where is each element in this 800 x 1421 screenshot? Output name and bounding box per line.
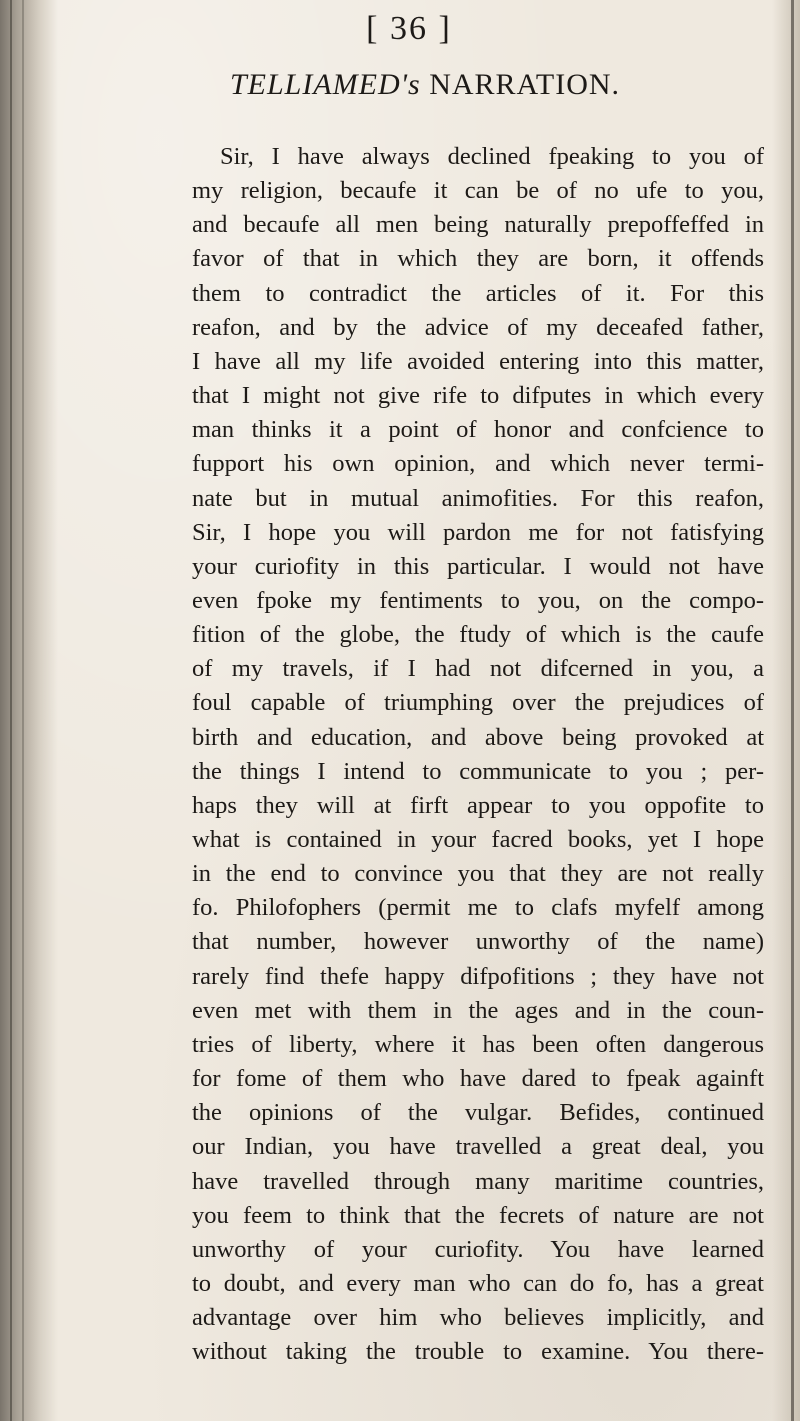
binding-shadow	[0, 0, 58, 1421]
page-number: [ 36 ]	[366, 10, 452, 47]
text-line: that I might not give rife to difputes in which every	[192, 382, 764, 409]
text-line: fition of the globe, the ftudy of which is the caufe	[192, 621, 764, 648]
text-line: advantage over him who believes implicitly, and	[192, 1304, 764, 1331]
text-line: even fpoke my fentiments to you, on the compo-	[192, 587, 764, 614]
text-line: to doubt, and every man who can do fo, has a great	[192, 1270, 764, 1297]
page-edge-line	[791, 0, 794, 1421]
text-line: foul capable of triumphing over the prejudices of	[192, 689, 764, 716]
running-head	[0, 68, 800, 102]
text-line: what is contained in your facred books, yet I hope	[192, 826, 764, 853]
binding-edge-line	[10, 0, 12, 1421]
text-line: nate but in mutual animofities. For this reafon,	[192, 485, 764, 512]
text-line: them to contradict the articles of it. For this	[192, 280, 764, 307]
running-head-name: TELLIAMED's	[229, 68, 421, 101]
text-line: in the end to convince you that they are not really	[192, 860, 764, 887]
text-line: without taking the trouble to examine. You there-	[192, 1338, 764, 1365]
text-line: fo. Philofophers (permit me to clafs myfelf among	[192, 894, 764, 921]
text-line: the things I intend to communicate to you ; per-	[192, 758, 764, 785]
text-line: unworthy of your curiofity. You have learned	[192, 1236, 764, 1263]
running-head-title: NARRATION.	[429, 68, 621, 101]
text-line: reafon, and by the advice of my deceafed father,	[192, 314, 764, 341]
text-line: Sir, I hope you will pardon me for not fatisfying	[192, 519, 764, 546]
text-line: our Indian, you have travelled a great deal, you	[192, 1133, 764, 1160]
text-line: my religion, becaufe it can be of no ufe to you,	[192, 177, 764, 204]
text-line: you feem to think that the fecrets of nature are not	[192, 1202, 764, 1229]
text-line: have travelled through many maritime countries,	[192, 1168, 764, 1195]
text-line: man thinks it a point of honor and confcience to	[192, 416, 764, 443]
text-line: and becaufe all men being naturally prepoffeffed in	[192, 211, 764, 238]
text-line: fupport his own opinion, and which never termi-	[192, 450, 764, 477]
binding-edge-line	[22, 0, 24, 1421]
text-line: the opinions of the vulgar. Befides, continued	[192, 1099, 764, 1126]
text-line: rarely find thefe happy difpofitions ; they have not	[192, 963, 764, 990]
text-line: I have all my life avoided entering into this matter,	[192, 348, 764, 375]
text-line: birth and education, and above being provoked at	[192, 724, 764, 751]
text-line: for fome of them who have dared to fpeak againft	[192, 1065, 764, 1092]
text-line: Sir, I have always declined fpeaking to you of	[220, 143, 764, 170]
text-line: tries of liberty, where it has been often dangerous	[192, 1031, 764, 1058]
text-line: your curiofity in this particular. I would not have	[192, 553, 764, 580]
text-line: even met with them in the ages and in the coun-	[192, 997, 764, 1024]
text-line: of my travels, if I had not difcerned in you, a	[192, 655, 764, 682]
text-line: that number, however unworthy of the name)	[192, 928, 764, 955]
text-line: favor of that in which they are born, it offends	[192, 245, 764, 272]
page-edge-shadow	[772, 0, 800, 1421]
text-line: haps they will at firft appear to you oppofite to	[192, 792, 764, 819]
